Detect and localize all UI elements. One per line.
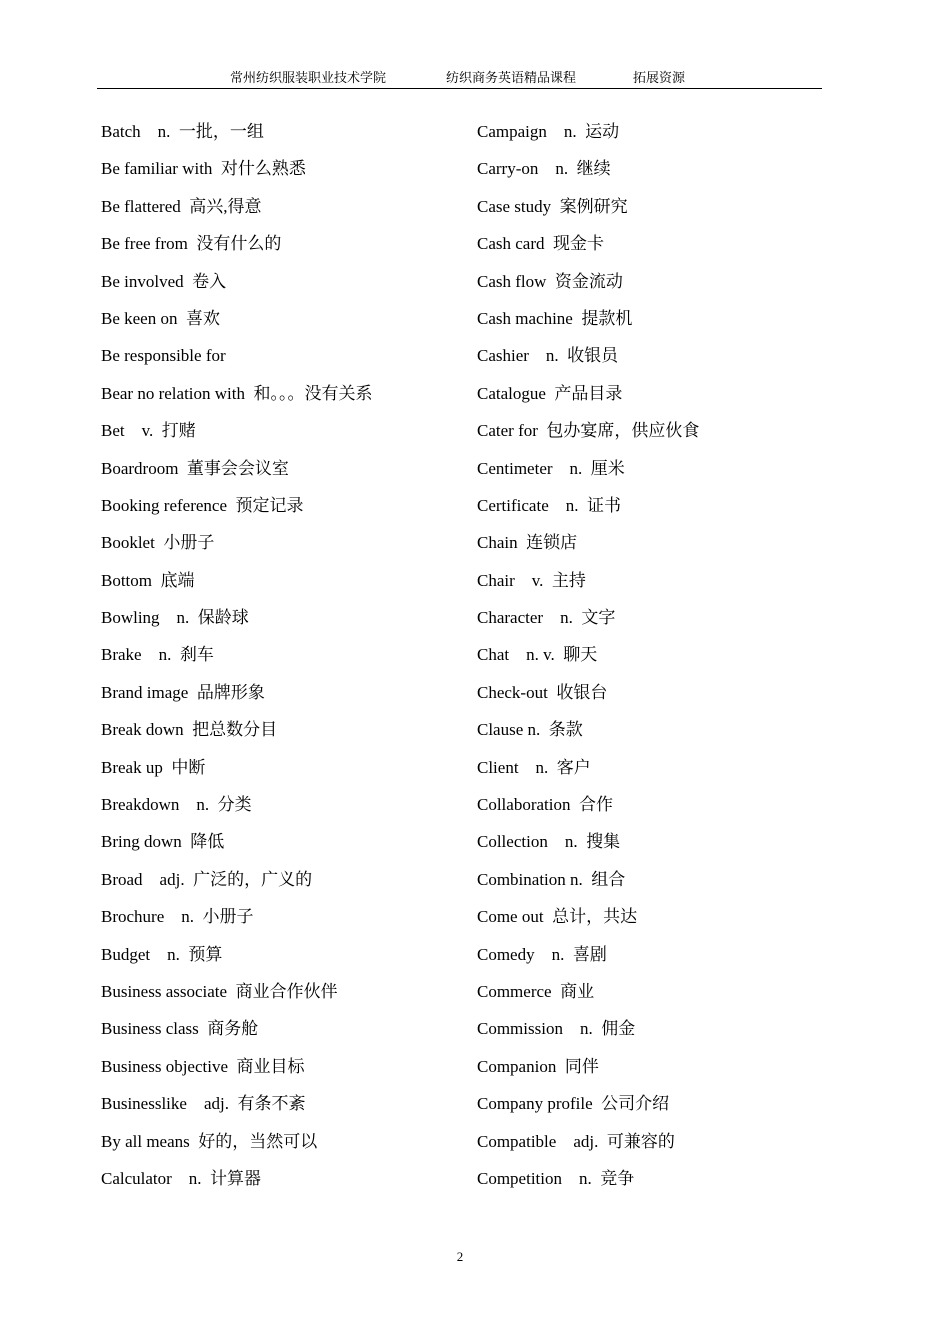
vocab-entry: Combination n. 组合 xyxy=(477,869,626,889)
vocab-entry: Check-out 收银台 xyxy=(477,682,608,702)
vocab-entry: Case study 案例研究 xyxy=(477,196,628,216)
vocab-entry: Centimeter n. 厘米 xyxy=(477,458,625,478)
vocab-entry: Clause n. 条款 xyxy=(477,720,583,740)
vocab-entry: Companion 同伴 xyxy=(477,1056,599,1076)
vocab-entry: Chain 连锁店 xyxy=(477,533,578,553)
vocab-entry: Client n. 客户 xyxy=(477,757,591,777)
vocab-entry: Certificate n. 证书 xyxy=(477,495,621,515)
vocab-entry: Come out 总计，共达 xyxy=(477,907,638,927)
vocab-entry: Company profile 公司介绍 xyxy=(477,1094,670,1114)
vocab-entry: Booking reference 预定记录 xyxy=(101,495,304,515)
vocab-entry: Brake n. 刹车 xyxy=(101,645,214,665)
vocab-entry: Cashier n. 收银员 xyxy=(477,346,619,366)
vocab-entry: Chair v. 主持 xyxy=(477,570,586,590)
vocab-entry: Be responsible for xyxy=(101,346,226,366)
vocab-entry: Bear no relation with 和。。。没有关系 xyxy=(101,383,373,403)
vocab-column-left xyxy=(101,113,461,1197)
vocab-column-right xyxy=(477,113,837,1197)
vocab-entry: Compatible adj. 可兼容的 xyxy=(477,1131,675,1151)
vocab-entry: Calculator n. 计算器 xyxy=(101,1168,262,1188)
vocab-entry: Comedy n. 喜剧 xyxy=(477,944,607,964)
vocab-entry: Be free from 没有什么的 xyxy=(101,234,282,254)
vocab-entry: Collaboration 合作 xyxy=(477,795,613,815)
vocab-entry: Cash flow 资金流动 xyxy=(477,271,623,291)
vocab-entry: Chat n. v. 聊天 xyxy=(477,645,598,665)
vocab-entry: Cash card 现金卡 xyxy=(477,234,605,254)
vocab-entry: Competition n. 竞争 xyxy=(477,1168,635,1188)
vocab-entry: Bowling n. 保龄球 xyxy=(101,608,249,628)
vocab-entry: Commerce 商业 xyxy=(477,981,595,1001)
vocab-entry: Bet v. 打赌 xyxy=(101,421,196,441)
vocab-entry: Be keen on 喜欢 xyxy=(101,308,220,328)
vocab-entry: Budget n. 预算 xyxy=(101,944,223,964)
vocab-entry: Bottom 底端 xyxy=(101,570,195,590)
page-number: 2 xyxy=(456,1249,464,1264)
vocab-entry: Break up 中断 xyxy=(101,757,206,777)
vocab-entry: Broad adj. 广泛的，广义的 xyxy=(101,869,313,889)
vocab-entry: Batch n. 一批，一组 xyxy=(101,122,264,141)
vocab-entry: Booklet 小册子 xyxy=(101,533,215,553)
header-section: 拓展资源 xyxy=(633,70,686,85)
vocab-entry: Cash machine 提款机 xyxy=(477,308,633,328)
vocab-entry: Be flattered 高兴,得意 xyxy=(101,196,262,216)
header-course: 纺织商务英语精品课程 xyxy=(446,70,577,85)
vocab-entry: Cater for 包办宴席，供应伙食 xyxy=(477,421,700,441)
vocab-entry: Business associate 商业合作伙伴 xyxy=(101,981,338,1001)
vocab-entry: Brand image 品牌形象 xyxy=(101,682,265,702)
vocab-entry: Breakdown n. 分类 xyxy=(101,795,252,815)
vocab-entry: Boardroom 董事会会议室 xyxy=(101,458,289,478)
vocab-entry: Commission n. 佣金 xyxy=(477,1019,636,1039)
vocab-entry: Character n. 文字 xyxy=(477,608,616,628)
vocab-entry: Businesslike adj. 有条不紊 xyxy=(101,1094,306,1114)
header-institution: 常州纺织服装职业技术学院 xyxy=(230,70,387,85)
vocab-entry: Business class 商务舱 xyxy=(101,1019,259,1039)
vocab-entry: Campaign n. 运动 xyxy=(477,122,620,141)
vocab-entry: Break down 把总数分目 xyxy=(101,720,278,740)
page-header xyxy=(97,68,822,89)
vocab-entry: Collection n. 搜集 xyxy=(477,832,621,852)
vocab-entry: Be involved 卷入 xyxy=(101,271,227,291)
vocab-entry: Brochure n. 小册子 xyxy=(101,907,254,927)
vocab-entry: Be familiar with 对什么熟悉 xyxy=(101,159,306,179)
vocab-entry: Bring down 降低 xyxy=(101,832,225,852)
vocab-entry: Business objective 商业目标 xyxy=(101,1056,305,1076)
vocab-entry: Carry-on n. 继续 xyxy=(477,159,611,179)
vocab-entry: By all means 好的，当然可以 xyxy=(101,1131,318,1151)
vocab-entry: Catalogue 产品目录 xyxy=(477,383,623,403)
